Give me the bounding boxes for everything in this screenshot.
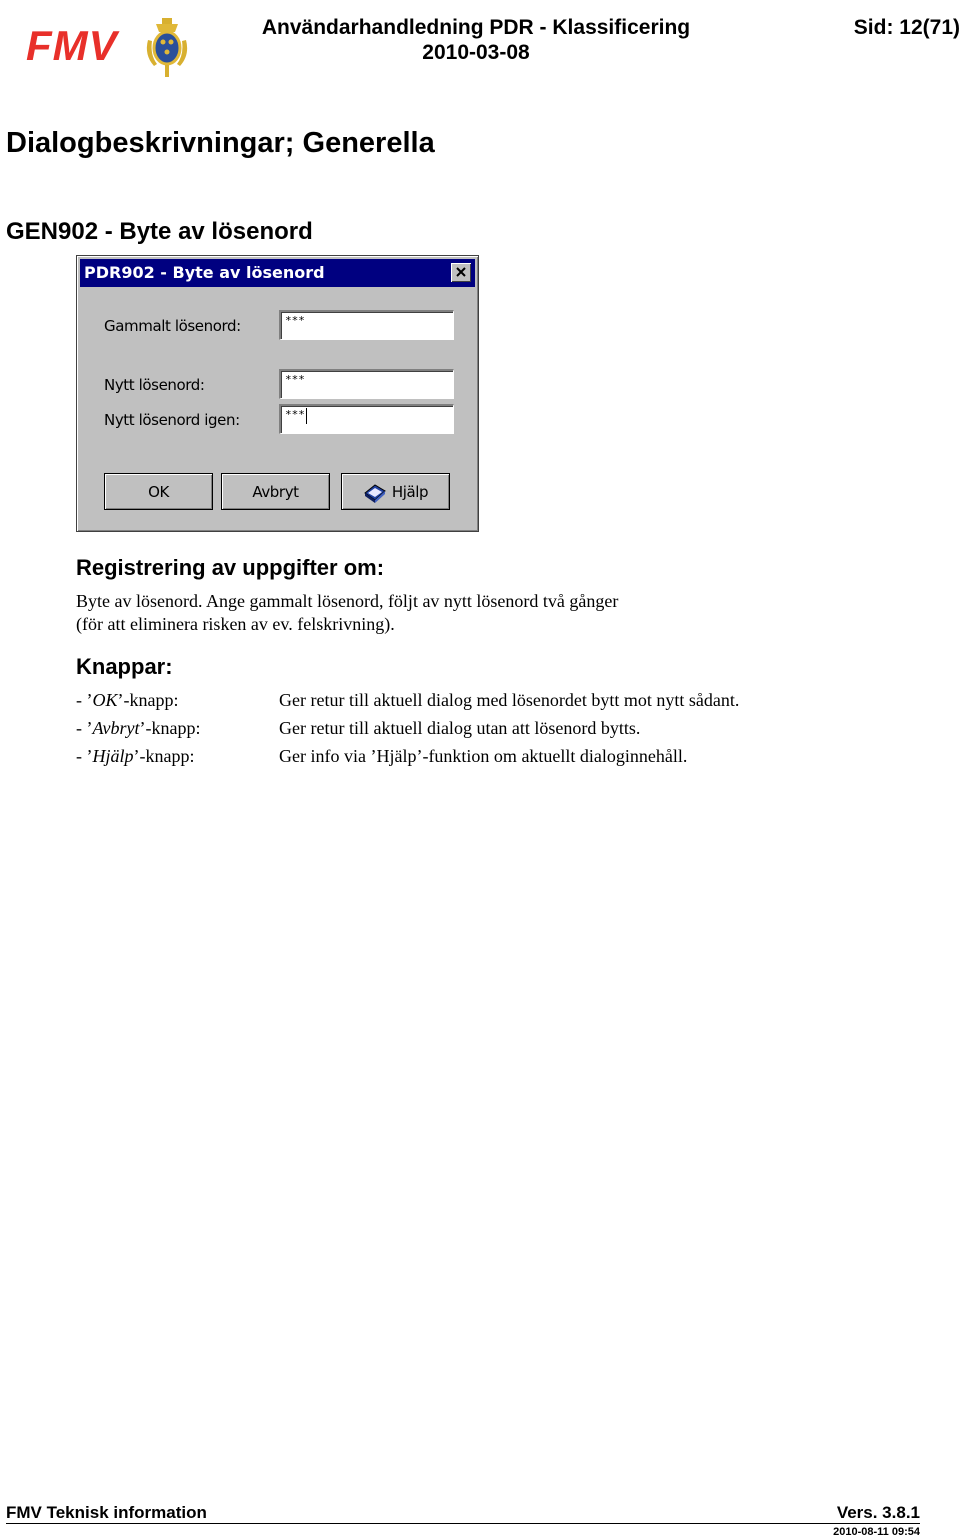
- fmv-logo-text: FMV: [26, 22, 118, 69]
- help-book-icon: [363, 481, 387, 503]
- document-title: Användarhandledning PDR - Klassificering: [261, 16, 691, 39]
- button-desc-name: - ’OK’-knapp:: [76, 690, 179, 710]
- dialog-titlebar: [80, 259, 475, 287]
- close-icon: [456, 267, 466, 277]
- help-button-label: Hjälp: [391, 482, 429, 501]
- new-password-field[interactable]: [279, 369, 454, 399]
- old-password-field[interactable]: [279, 310, 454, 340]
- button-desc-name: - ’Hjälp’-knapp:: [76, 746, 195, 766]
- button-desc-row: [76, 717, 641, 739]
- button-desc-name: - ’Avbryt’-knapp:: [76, 718, 201, 738]
- cancel-button[interactable]: [221, 473, 330, 510]
- repeat-password-field[interactable]: [279, 404, 454, 434]
- section-title: Dialogbeskrivningar; Generella: [6, 127, 435, 159]
- help-button[interactable]: [341, 473, 450, 510]
- page-number: Sid: 12(71): [853, 16, 960, 39]
- document-date: 2010-03-08: [422, 41, 530, 64]
- dialog-title: PDR902 - Byte av lösenord: [84, 263, 325, 282]
- close-button[interactable]: [451, 263, 471, 282]
- button-desc-row: [76, 745, 688, 767]
- registration-heading: Registrering av uppgifter om:: [76, 555, 385, 580]
- registration-line-1: Byte av lösenord. Ange gammalt lösenord, följt av nytt lösenord två gånger: [76, 591, 619, 611]
- button-desc-text: Ger info via ’Hjälp’-funktion om aktuellt dialoginnehåll.: [279, 746, 688, 766]
- button-desc-text: Ger retur till aktuell dialog utan att lösenord bytts.: [279, 718, 641, 738]
- footer-version: Vers. 3.8.1: [836, 1503, 920, 1522]
- repeat-password-label: Nytt lösenord igen:: [104, 411, 240, 429]
- ok-button[interactable]: [104, 473, 213, 510]
- ok-button-label: OK: [148, 482, 169, 501]
- footer-rule: [6, 1523, 920, 1524]
- old-password-label: Gammalt lösenord:: [104, 317, 241, 335]
- text-cursor: [306, 408, 307, 424]
- button-desc-text: Ger retur till aktuell dialog med lösenordet bytt mot nytt sådant.: [279, 690, 740, 710]
- new-password-value: ***: [285, 373, 305, 386]
- repeat-password-value: ***: [285, 408, 305, 421]
- registration-line-2: (för att eliminera risken av ev. felskrivning).: [76, 614, 395, 634]
- buttons-heading: Knappar:: [76, 654, 173, 679]
- new-password-label: Nytt lösenord:: [104, 376, 205, 394]
- cancel-button-label: Avbryt: [252, 482, 299, 501]
- subsection-title: GEN902 - Byte av lösenord: [6, 218, 313, 245]
- old-password-value: ***: [285, 314, 305, 327]
- button-desc-row: [76, 689, 740, 711]
- footer-timestamp: 2010-08-11 09:54: [833, 1526, 920, 1538]
- footer-left: FMV Teknisk information: [6, 1503, 207, 1522]
